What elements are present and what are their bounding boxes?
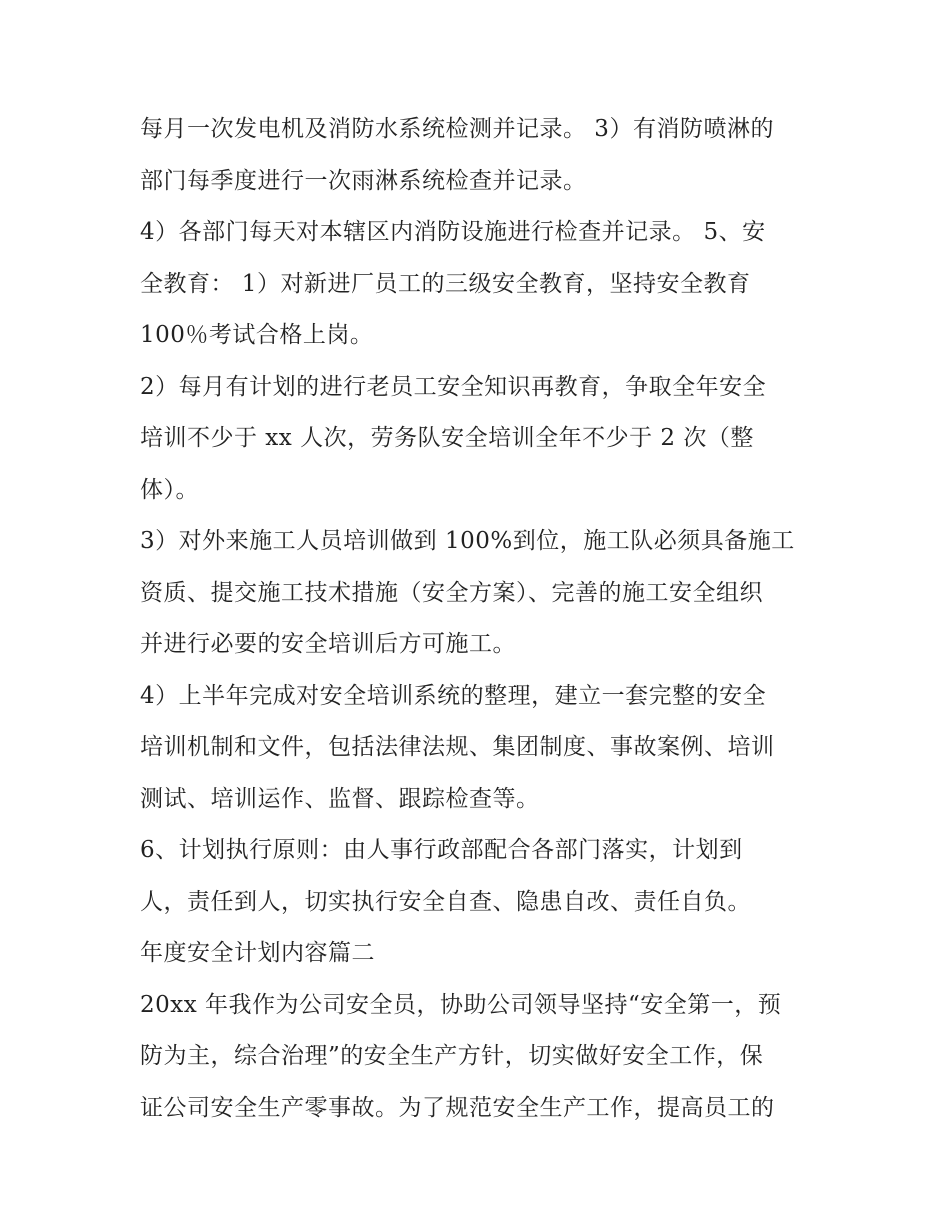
text-line: 资质、提交施工技术措施（安全方案）、完善的施工安全组织 <box>140 579 763 606</box>
text-line: 体）。 <box>140 476 199 503</box>
text-line: 20xx 年我作为公司安全员，协助公司领导坚持“安全第一，预 <box>140 991 782 1018</box>
text-line: 100％考试合格上岗。 <box>140 322 374 348</box>
text-line: 4）各部门每天对本辖区内消防设施进行检查并记录。 5、安 <box>140 219 766 245</box>
text-line: 每月一次发电机及消防水系统检测并记录。 3）有消防喷淋的 <box>140 116 774 142</box>
text-line: 全教育： 1）对新进厂员工的三级安全教育，坚持安全教育 <box>140 270 751 297</box>
text-line: 人，责任到人，切实执行安全自查、隐患自改、责任自负。 <box>140 888 751 915</box>
text-line: 培训机制和文件，包括法律法规、集团制度、事故案例、培训 <box>140 734 775 760</box>
document-body <box>140 104 820 1134</box>
text-line: 证公司安全生产零事故。为了规范安全生产工作，提高员工的 <box>140 1094 775 1121</box>
text-line: 并进行必要的安全培训后方可施工。 <box>140 631 516 657</box>
text-line: 6、计划执行原则：由人事行政部配合各部门落实，计划到 <box>140 837 743 863</box>
text-line: 3）对外来施工人员培训做到 100%到位，施工队必须具备施工 <box>140 528 795 554</box>
text-line: 4）上半年完成对安全培训系统的整理，建立一套完整的安全 <box>140 682 767 709</box>
text-line: 测试、培训运作、监督、跟踪检查等。 <box>140 785 540 812</box>
text-line: 培训不少于 xx 人次，劳务队安全培训全年不少于 2 次（整 <box>140 425 754 451</box>
text-line: 防为主，综合治理”的安全生产方针，切实做好安全工作，保 <box>140 1043 764 1069</box>
section-heading: 年度安全计划内容篇二 <box>140 940 375 966</box>
text-line: 2）每月有计划的进行老员工安全知识再教育，争取全年安全 <box>140 373 767 400</box>
text-line: 部门每季度进行一次雨淋系统检查并记录。 <box>140 167 587 194</box>
